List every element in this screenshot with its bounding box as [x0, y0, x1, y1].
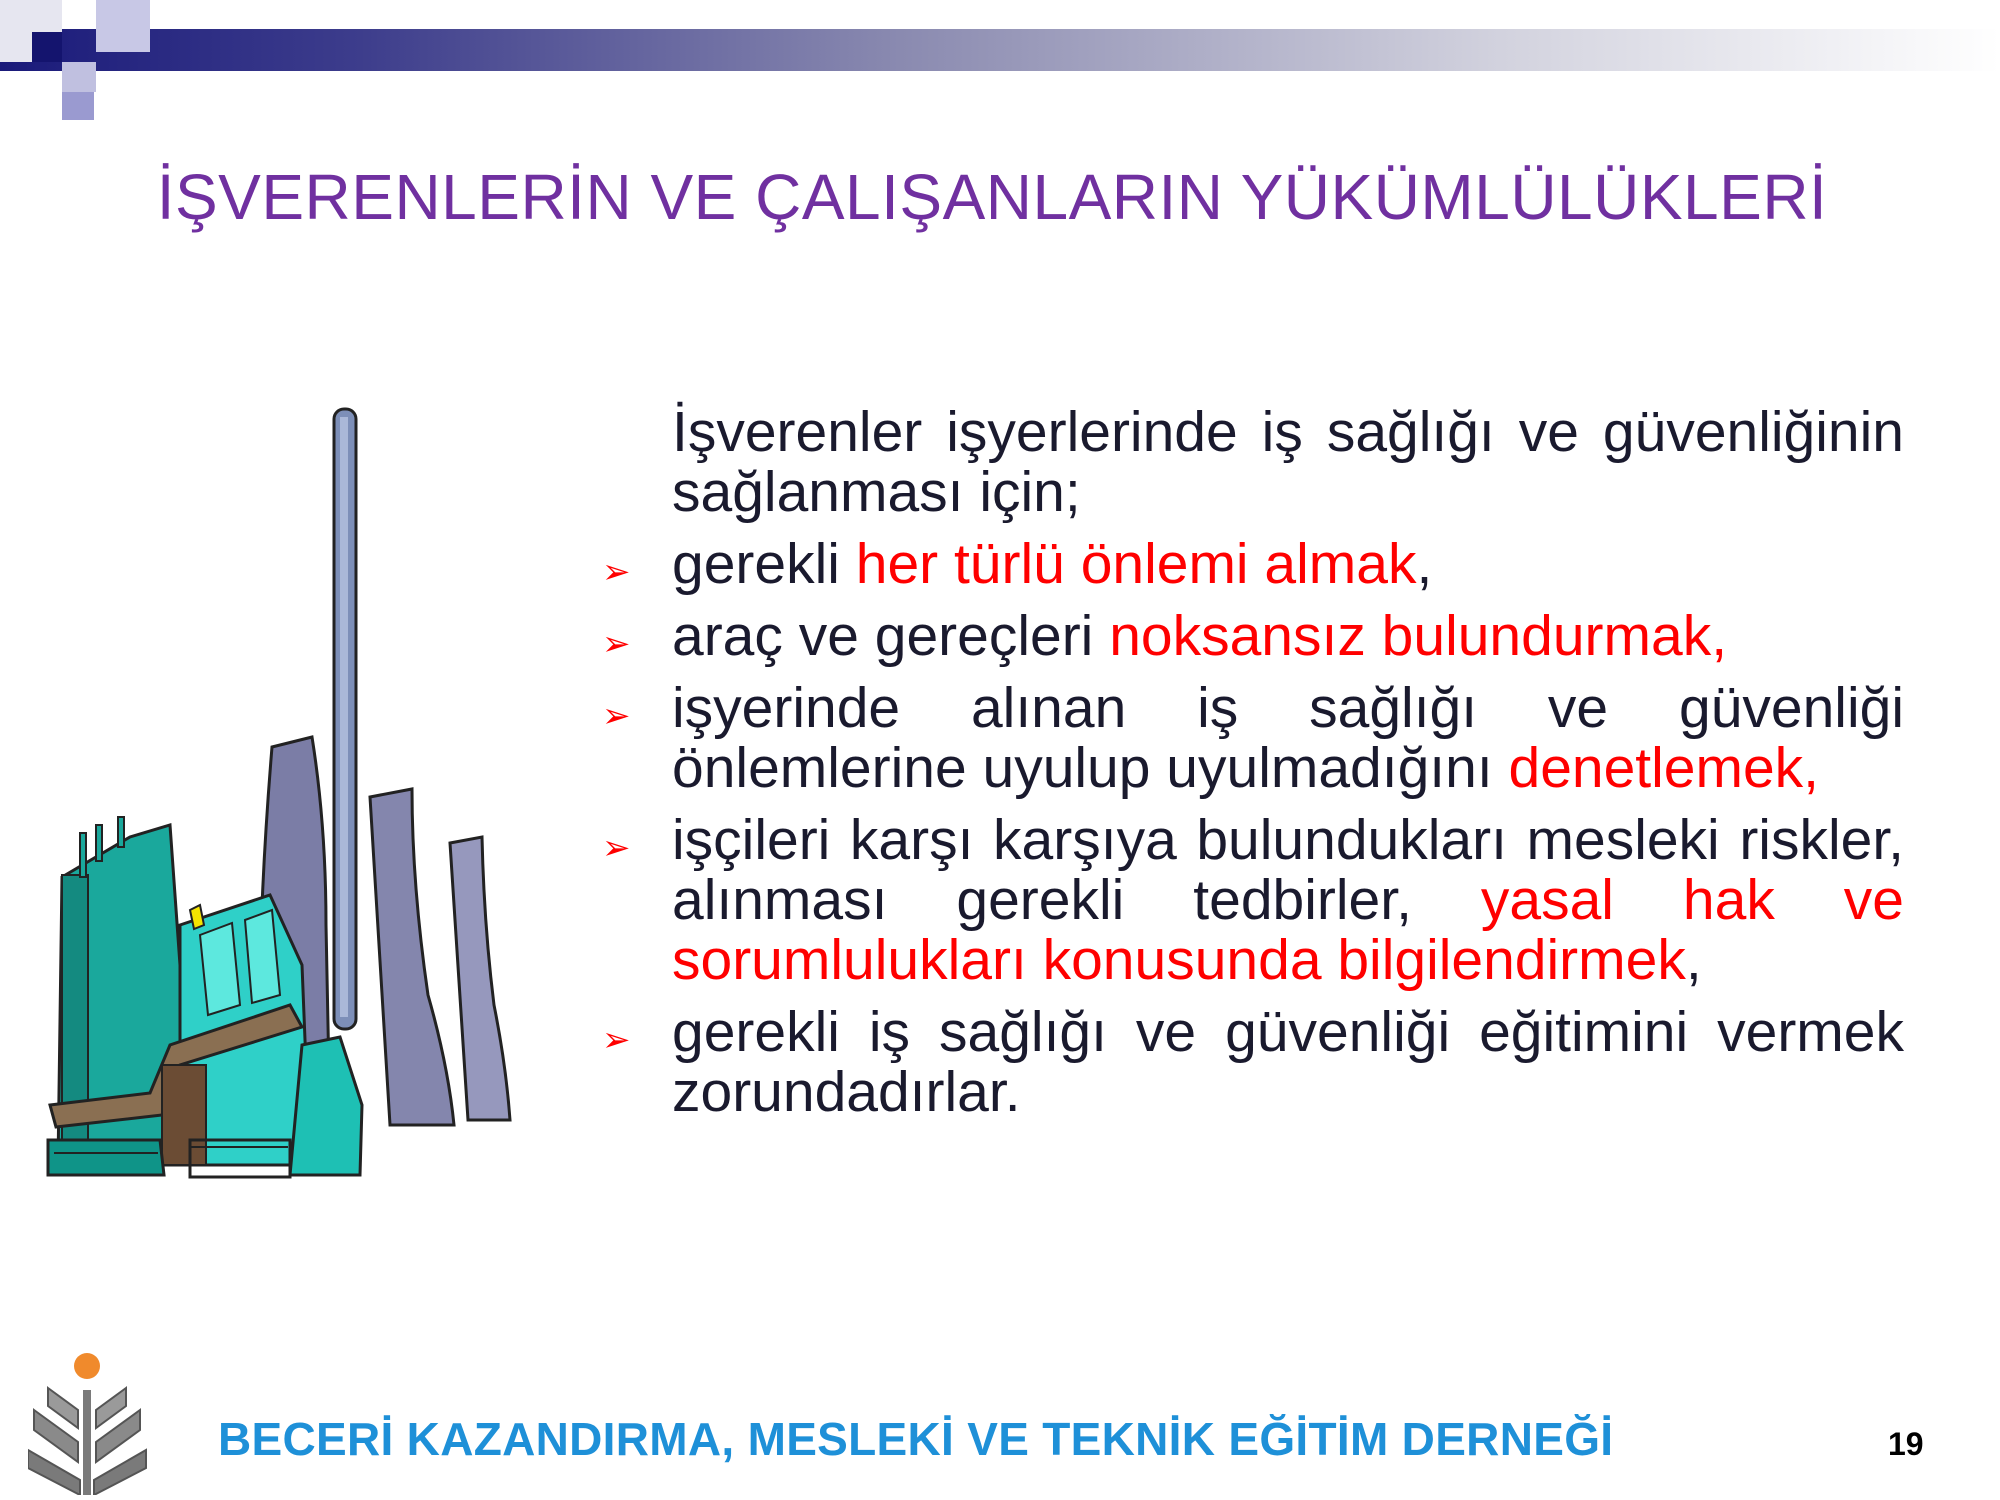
- arrowhead-bullet-icon: ➢: [602, 625, 631, 663]
- bullet-highlight: yasal hak ve sorumlulukları konusunda bilgilendirmek: [672, 868, 1904, 992]
- bullet-highlight: noksansız bulundurmak,: [1109, 604, 1728, 668]
- slide-title: İŞVERENLERİN VE ÇALIŞANLARIN YÜKÜMLÜLÜKLERİ: [156, 161, 1828, 233]
- header-square-lavender: [96, 0, 150, 52]
- arrowhead-bullet-icon: ➢: [602, 1021, 631, 1059]
- bullet-highlight: her türlü önlemi almak: [855, 532, 1417, 596]
- intro-paragraph: İşverenler işyerlerinde iş sağlığı ve güvenliğinin sağlanması için;: [672, 400, 1904, 524]
- header-square-mid: [62, 62, 96, 92]
- list-item: [602, 810, 1904, 990]
- page-number: 19: [1888, 1426, 1924, 1462]
- arrowhead-bullet-icon: ➢: [602, 697, 631, 735]
- organization-logo-icon: [28, 1350, 168, 1495]
- list-item: [602, 606, 1904, 666]
- bullet-text: araç ve gereçleri: [672, 604, 1110, 668]
- list-item: [602, 1002, 1904, 1122]
- obligations-content: [602, 402, 1904, 1122]
- list-item: [602, 678, 1904, 798]
- arrowhead-bullet-icon: ➢: [602, 829, 631, 867]
- bullet-suffix: ,: [1685, 928, 1702, 992]
- header-square-lower: [62, 92, 94, 120]
- bullet-suffix: ,: [1416, 532, 1433, 596]
- header-gradient-bar: [0, 29, 2000, 71]
- bullet-highlight: denetlemek,: [1508, 736, 1820, 800]
- list-item: [602, 534, 1904, 594]
- arrowhead-bullet-icon: ➢: [602, 553, 631, 591]
- bullet-text: işçileri karşı karşıya bulundukları mesleki riskler, alınması gerekli tedbirler,: [672, 808, 1904, 932]
- footer-organization-name: BECERİ KAZANDIRMA, MESLEKİ VE TEKNİK EĞİTİM DERNEĞİ: [218, 1413, 1614, 1465]
- factory-illustration-icon: [40, 405, 520, 1190]
- bullet-text: gerekli: [672, 532, 856, 596]
- bullet-text: işyerinde alınan iş sağlığı ve güvenliği önlemlerine uyulup uyulmadığını: [672, 676, 1904, 800]
- header-square-navy: [32, 32, 62, 62]
- bullet-text: gerekli iş sağlığı ve güvenliği eğitimini vermek zorundadırlar.: [672, 1000, 1904, 1124]
